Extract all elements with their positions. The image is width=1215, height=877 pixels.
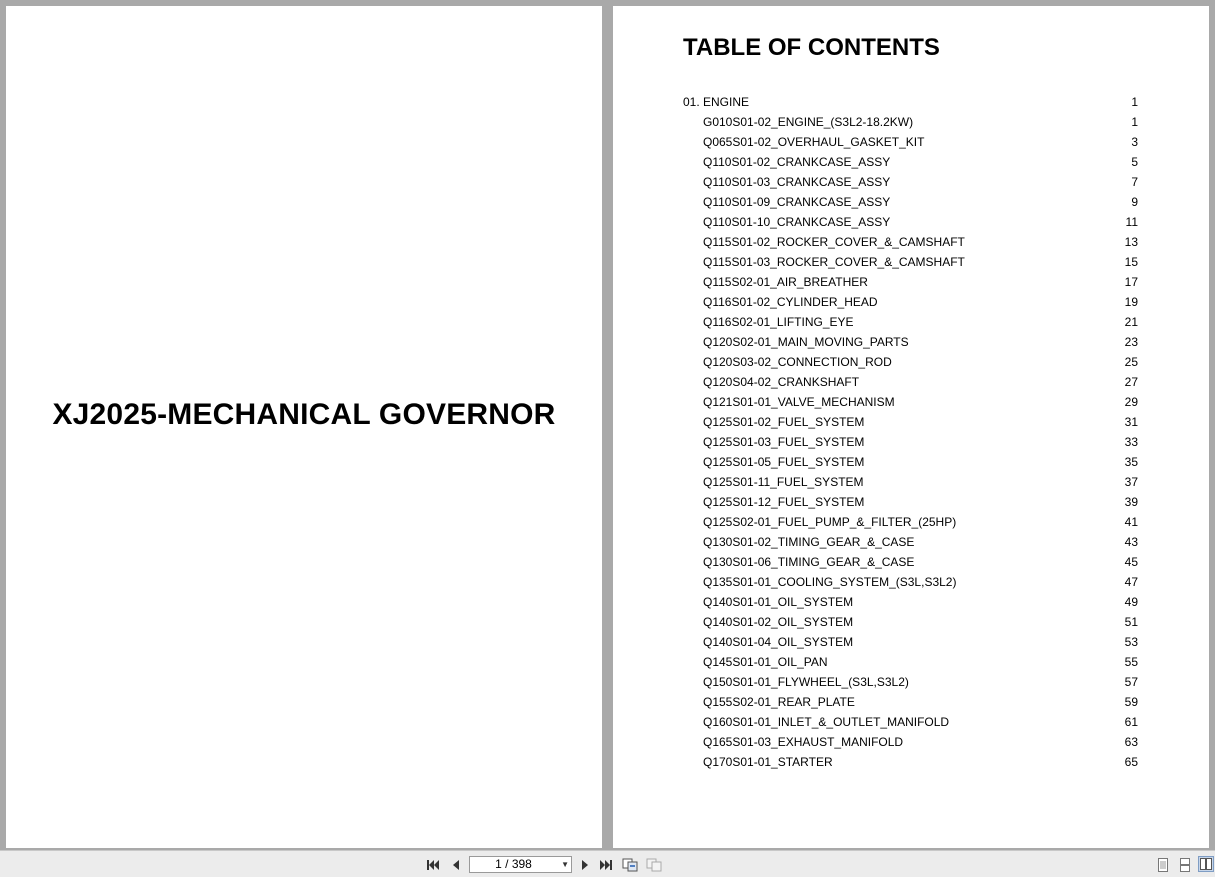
toc-entry-page-number: 31 xyxy=(1124,415,1138,429)
toc-entry-label: Q145S01-01_OIL_PAN xyxy=(703,655,828,669)
toc-entry[interactable] xyxy=(683,612,1138,632)
toc-entry-page-number: 7 xyxy=(1131,175,1138,189)
toc-entry-label: Q120S02-01_MAIN_MOVING_PARTS xyxy=(703,335,909,349)
toc-entry[interactable] xyxy=(683,512,1138,532)
toc-entry[interactable] xyxy=(683,172,1138,192)
toc-entry[interactable] xyxy=(683,112,1138,132)
toc-entry-label: Q115S02-01_AIR_BREATHER xyxy=(703,275,868,289)
first-page-icon[interactable] xyxy=(425,857,441,873)
toc-entry-label: Q125S02-01_FUEL_PUMP_&_FILTER_(25HP) xyxy=(703,515,957,529)
next-page-icon[interactable] xyxy=(577,857,593,873)
toc-entry-page-number: 65 xyxy=(1124,755,1138,769)
toc-entry-page-number: 47 xyxy=(1124,575,1138,589)
toc-entry-page-number: 21 xyxy=(1124,315,1138,329)
toc-entry-label: 01. ENGINE xyxy=(683,95,750,109)
toc-entry[interactable] xyxy=(683,632,1138,652)
toc-entry[interactable] xyxy=(683,732,1138,752)
toc-entry-page-number: 23 xyxy=(1124,335,1138,349)
toc-entry-label: Q120S03-02_CONNECTION_ROD xyxy=(703,355,892,369)
toc-entry-label: Q110S01-10_CRANKCASE_ASSY xyxy=(703,215,891,229)
toc-section-heading[interactable] xyxy=(683,92,1138,112)
toc-entry-page-number: 19 xyxy=(1124,295,1138,309)
toc-entry-label: Q120S04-02_CRANKSHAFT xyxy=(703,375,860,389)
toc-entry-page-number: 41 xyxy=(1124,515,1138,529)
toc-entry[interactable] xyxy=(683,312,1138,332)
toc-entry-page-number: 5 xyxy=(1131,155,1138,169)
single-page-view-icon[interactable] xyxy=(1155,857,1171,873)
toc-entry[interactable] xyxy=(683,532,1138,552)
toc-list xyxy=(683,92,1138,772)
toc-entry[interactable] xyxy=(683,572,1138,592)
toc-entry[interactable] xyxy=(683,652,1138,672)
toc-entry-label: Q110S01-02_CRANKCASE_ASSY xyxy=(703,155,891,169)
toc-entry-label: Q165S01-03_EXHAUST_MANIFOLD xyxy=(703,735,904,749)
toc-entry-label: Q160S01-01_INLET_&_OUTLET_MANIFOLD xyxy=(703,715,950,729)
toc-entry-page-number: 29 xyxy=(1124,395,1138,409)
page-toc xyxy=(613,6,1209,848)
viewer-toolbar xyxy=(0,850,1215,877)
toc-entry-label: Q115S01-02_ROCKER_COVER_&_CAMSHAFT xyxy=(703,235,965,249)
toc-entry[interactable] xyxy=(683,492,1138,512)
toc-entry-page-number: 43 xyxy=(1124,535,1138,549)
toc-entry[interactable] xyxy=(683,392,1138,412)
toc-entry-page-number: 59 xyxy=(1124,695,1138,709)
toc-entry-page-number: 1 xyxy=(1131,95,1138,109)
toc-entry[interactable] xyxy=(683,272,1138,292)
toc-entry[interactable] xyxy=(683,252,1138,272)
continuous-view-icon[interactable] xyxy=(1177,857,1193,873)
dropdown-caret-icon: ▼ xyxy=(561,860,569,869)
toc-entry-label: Q125S01-05_FUEL_SYSTEM xyxy=(703,455,865,469)
toc-entry[interactable] xyxy=(683,212,1138,232)
toc-entry[interactable] xyxy=(683,132,1138,152)
toc-entry-label: Q125S01-12_FUEL_SYSTEM xyxy=(703,495,865,509)
toc-entry-page-number: 25 xyxy=(1124,355,1138,369)
toc-entry-label: Q125S01-03_FUEL_SYSTEM xyxy=(703,435,865,449)
toc-entry-page-number: 1 xyxy=(1131,115,1138,129)
toc-entry[interactable] xyxy=(683,412,1138,432)
toc-title: TABLE OF CONTENTS xyxy=(683,34,940,61)
toc-entry[interactable] xyxy=(683,752,1138,772)
toc-entry[interactable] xyxy=(683,432,1138,452)
toc-entry[interactable] xyxy=(683,552,1138,572)
prev-page-icon[interactable] xyxy=(448,857,464,873)
copy-icon[interactable] xyxy=(622,857,638,873)
paste-icon[interactable] xyxy=(646,857,662,873)
toc-entry-page-number: 39 xyxy=(1124,495,1138,509)
toc-entry-label: Q116S02-01_LIFTING_EYE xyxy=(703,315,854,329)
toc-entry[interactable] xyxy=(683,692,1138,712)
toc-entry-page-number: 17 xyxy=(1124,275,1138,289)
toc-entry-page-number: 37 xyxy=(1124,475,1138,489)
toc-entry[interactable] xyxy=(683,292,1138,312)
two-page-view-icon[interactable] xyxy=(1198,856,1214,872)
toc-entry-page-number: 53 xyxy=(1124,635,1138,649)
toc-entry-label: Q130S01-02_TIMING_GEAR_&_CASE xyxy=(703,535,915,549)
toc-entry[interactable] xyxy=(683,232,1138,252)
toc-entry-page-number: 3 xyxy=(1131,135,1138,149)
toc-entry-page-number: 11 xyxy=(1125,215,1138,229)
page-number-select[interactable] xyxy=(469,856,572,873)
toc-entry[interactable] xyxy=(683,352,1138,372)
toc-entry-label: Q065S01-02_OVERHAUL_GASKET_KIT xyxy=(703,135,925,149)
toc-entry[interactable] xyxy=(683,472,1138,492)
page-cover xyxy=(6,6,602,848)
toc-entry-label: Q150S01-01_FLYWHEEL_(S3L,S3L2) xyxy=(703,675,909,689)
toc-entry-label: Q155S02-01_REAR_PLATE xyxy=(703,695,855,709)
toc-entry-page-number: 51 xyxy=(1124,615,1138,629)
toc-entry-page-number: 63 xyxy=(1124,735,1138,749)
toc-entry-label: Q115S01-03_ROCKER_COVER_&_CAMSHAFT xyxy=(703,255,965,269)
page-indicator: 1 / 398 xyxy=(495,857,532,871)
toc-entry[interactable] xyxy=(683,332,1138,352)
toc-entry-page-number: 49 xyxy=(1124,595,1138,609)
toc-entry[interactable] xyxy=(683,452,1138,472)
toc-entry-page-number: 55 xyxy=(1124,655,1138,669)
toc-entry-label: G010S01-02_ENGINE_(S3L2-18.2KW) xyxy=(703,115,914,129)
toc-entry-label: Q125S01-02_FUEL_SYSTEM xyxy=(703,415,865,429)
toc-entry-label: Q110S01-03_CRANKCASE_ASSY xyxy=(703,175,891,189)
toc-entry-label: Q125S01-11_FUEL_SYSTEM xyxy=(703,475,864,489)
toc-entry-label: Q140S01-04_OIL_SYSTEM xyxy=(703,635,854,649)
toc-entry-label: Q121S01-01_VALVE_MECHANISM xyxy=(703,395,895,409)
toc-entry-label: Q170S01-01_STARTER xyxy=(703,755,833,769)
toc-entry-page-number: 13 xyxy=(1124,235,1138,249)
toc-entry-page-number: 27 xyxy=(1124,375,1138,389)
toc-entry-page-number: 35 xyxy=(1124,455,1138,469)
toc-entry[interactable] xyxy=(683,152,1138,172)
toc-entry[interactable] xyxy=(683,372,1138,392)
toc-entry-page-number: 15 xyxy=(1124,255,1138,269)
toc-entry-label: Q135S01-01_COOLING_SYSTEM_(S3L,S3L2) xyxy=(703,575,957,589)
toc-entry[interactable] xyxy=(683,192,1138,212)
toc-entry-page-number: 9 xyxy=(1131,195,1138,209)
toc-entry-label: Q140S01-01_OIL_SYSTEM xyxy=(703,595,854,609)
toc-entry-page-number: 45 xyxy=(1124,555,1138,569)
toc-entry-label: Q116S01-02_CYLINDER_HEAD xyxy=(703,295,878,309)
toc-entry[interactable] xyxy=(683,672,1138,692)
toc-entry-page-number: 57 xyxy=(1124,675,1138,689)
toc-entry[interactable] xyxy=(683,712,1138,732)
last-page-icon[interactable] xyxy=(598,857,614,873)
toc-entry-page-number: 61 xyxy=(1124,715,1138,729)
toc-entry[interactable] xyxy=(683,592,1138,612)
toc-entry-page-number: 33 xyxy=(1124,435,1138,449)
cover-title: XJ2025-MECHANICAL GOVERNOR xyxy=(52,398,556,431)
toc-entry-label: Q130S01-06_TIMING_GEAR_&_CASE xyxy=(703,555,915,569)
toc-entry-label: Q140S01-02_OIL_SYSTEM xyxy=(703,615,854,629)
toc-entry-label: Q110S01-09_CRANKCASE_ASSY xyxy=(703,195,891,209)
